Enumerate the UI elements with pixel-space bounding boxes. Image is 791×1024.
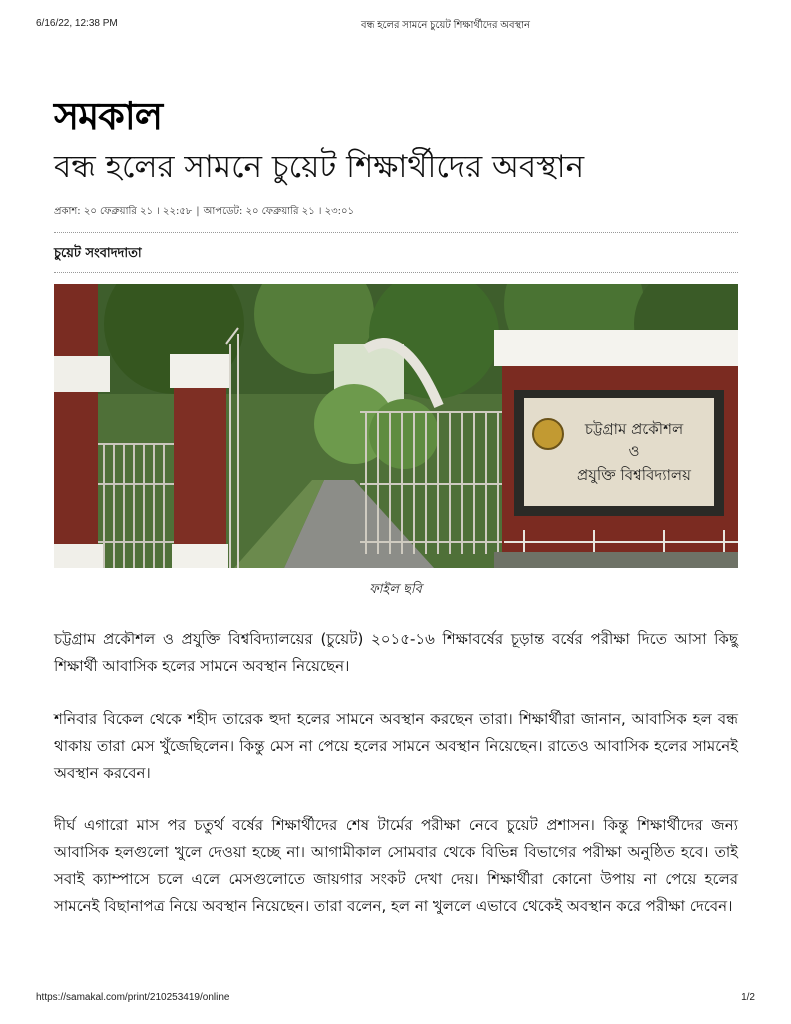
sign-line-2: ও: [628, 442, 640, 460]
sign-line-3: প্রযুক্তি বিশ্ববিদ্যালয়: [577, 466, 691, 484]
print-url: https://samakal.com/print/210253419/online: [36, 992, 230, 1003]
print-header: [36, 18, 755, 32]
article-paragraph: চট্টগ্রাম প্রকৌশল ও প্রযুক্তি বিশ্ববিদ্যালয়ের (চুয়েট) ২০১৫-১৬ শিক্ষাবর্ষের চূড়ান্ত বর্ষের পরীক্ষা দিতে আসা কিছু শিক্ষার্থী আবাসিক হলের সামনে অবস্থান নিয়েছেন।: [54, 630, 738, 675]
divider: [54, 272, 738, 273]
print-doc-title: বন্ধ হলের সামনে চুয়েট শিক্ষার্থীদের অবস্থান: [361, 20, 531, 31]
print-datetime: 6/16/22, 12:38 PM: [36, 18, 118, 29]
photo-caption: ফাইল ছবি: [369, 582, 422, 597]
print-footer: [36, 992, 755, 1006]
article-paragraph: দীর্ঘ এগারো মাস পর চতুর্থ বর্ষের শিক্ষার্থীদের শেষ টার্মের পরীক্ষা নেবে চুয়েট প্রশাসন। কিন্তু শিক্ষার্থীদের জন্য আবাসিক হলগুলো খুলে দেওয়া হচ্ছে না। আগামীকাল সোমবার থেকে বিভিন্ন বিভাগের পরীক্ষা অনুষ্ঠিত হবে। তাই সবাই ক্যাম্পাসে চলে এলে মেসগুলোতে জায়গার সংকট দেখা দেয়। শিক্ষার্থীরা কোনো উপায় না পেয়ে হলের সামনেই বিছানাপত্র নিয়ে অবস্থান নিয়েছেন। তারা বলেন, হল না খুললে এভাবে থেকেই অবস্থান করে পরীক্ষা দেবেন।: [54, 816, 738, 915]
article-paragraph: শনিবার বিকেল থেকে শহীদ তারেক হুদা হলের সামনে অবস্থান করছেন তারা। শিক্ষার্থীরা জানান, আবাসিক হল বন্ধ থাকায় তারা মেস খুঁজেছিলেন। কিন্তু মেস না পেয়ে হলের সামনে অবস্থান নিয়েছেন। রাতেও আবাসিক হলের সামনেই অবস্থান করবেন।: [54, 710, 738, 782]
article-headline: বন্ধ হলের সামনে চুয়েট শিক্ষার্থীদের অবস্থান: [54, 149, 585, 185]
meta-separator: |: [196, 206, 200, 217]
article-meta: [54, 204, 354, 221]
article-byline: চুয়েট সংবাদদাতা: [54, 246, 142, 261]
site-logo: সমকাল: [54, 94, 163, 138]
divider: [54, 232, 738, 233]
published-time: প্রকাশ: ২০ ফেব্রুয়ারি ২১ । ২২:৫৮: [54, 206, 193, 217]
page-number: 1/2: [741, 992, 755, 1003]
sign-line-1: চট্টগ্রাম প্রকৌশল: [584, 420, 684, 438]
updated-time: আপডেট: ২০ ফেব্রুয়ারি ২১ । ২৩:০১: [203, 206, 354, 217]
article-photo: [54, 284, 738, 568]
